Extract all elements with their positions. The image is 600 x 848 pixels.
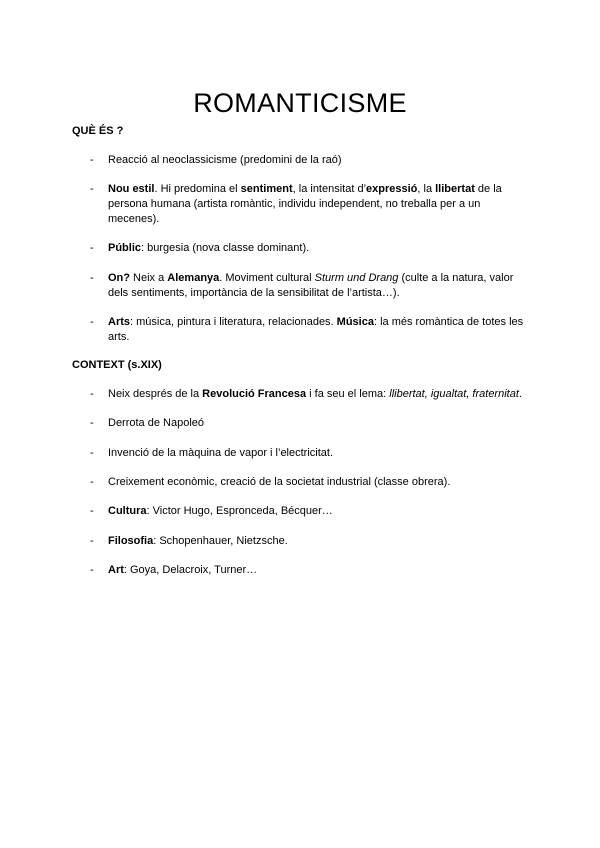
list-item-text bbox=[108, 446, 533, 461]
list-bullet: - bbox=[90, 447, 94, 459]
text-run: : burgesia (nova classe dominant). bbox=[141, 242, 310, 254]
list-item-text bbox=[108, 241, 533, 256]
text-run: . bbox=[518, 388, 522, 400]
bold-text: Arts bbox=[108, 316, 131, 328]
bold-text: Filosofia bbox=[108, 535, 154, 547]
text-run: de la persona humana (artista romàntic, individu independent, no treballa per a un mecenes). bbox=[108, 183, 502, 225]
text-run: Neix a bbox=[130, 272, 168, 284]
list-item-text bbox=[108, 534, 533, 549]
list-bullet: - bbox=[90, 316, 94, 328]
list-bullet: - bbox=[90, 535, 94, 547]
bold-text: Art bbox=[108, 564, 124, 576]
text-run: (culte a la natura, valor dels sentiments, importància de la sensibilitat de l’artista…). bbox=[108, 272, 514, 299]
list-item-text bbox=[108, 153, 533, 168]
list-item-text bbox=[108, 416, 533, 431]
text-run: i fa seu el lema: bbox=[306, 388, 390, 400]
bold-text: Cultura bbox=[108, 505, 147, 517]
bold-text: sentiment bbox=[240, 183, 293, 195]
italic-text: llibertat, igualtat, fraternitat bbox=[389, 388, 519, 400]
bold-text: Alemanya bbox=[167, 272, 220, 284]
italic-text: Sturm und Drang bbox=[314, 272, 399, 284]
bold-text: Públic bbox=[108, 242, 142, 254]
text-run: : música, pintura i literatura, relacionades. bbox=[130, 316, 337, 328]
text-run: : Goya, Delacroix, Turner… bbox=[123, 564, 258, 576]
list-item-text bbox=[108, 387, 533, 402]
bold-text: Nou estil bbox=[108, 183, 155, 195]
list-item-text bbox=[108, 182, 533, 227]
list-item-text bbox=[108, 563, 533, 578]
list-bullet: - bbox=[90, 242, 94, 254]
list-item-text bbox=[108, 475, 533, 490]
bold-text: Música bbox=[336, 316, 374, 328]
text-run: . Hi predomina el bbox=[154, 183, 241, 195]
list-bullet: - bbox=[90, 183, 94, 195]
text-run: : Schopenhauer, Nietzsche. bbox=[153, 535, 288, 547]
list-item-text bbox=[108, 271, 533, 301]
section-heading-context: CONTEXT (s.XIX) bbox=[72, 359, 162, 371]
list-item-text bbox=[108, 504, 533, 519]
list-bullet: - bbox=[90, 272, 94, 284]
bold-text: expressió bbox=[366, 183, 418, 195]
section-heading-que-es: QUÈ ÉS ? bbox=[72, 125, 124, 137]
list-bullet: - bbox=[90, 505, 94, 517]
list-item-text bbox=[108, 315, 533, 345]
list-bullet: - bbox=[90, 154, 94, 166]
text-run: Invenció de la màquina de vapor i l’electricitat. bbox=[108, 447, 334, 459]
text-run: , la bbox=[417, 183, 436, 195]
text-run: Derrota de Napoleó bbox=[108, 417, 205, 429]
list-bullet: - bbox=[90, 417, 94, 429]
text-run: Creixement econòmic, creació de la societat industrial (classe obrera). bbox=[108, 476, 451, 488]
text-run: Reacció al neoclassicisme (predomini de la raó) bbox=[108, 154, 342, 166]
bold-text: llibertat bbox=[435, 183, 475, 195]
list-bullet: - bbox=[90, 476, 94, 488]
bold-text: Revolució Francesa bbox=[202, 388, 307, 400]
bold-text: On? bbox=[108, 272, 130, 284]
list-bullet: - bbox=[90, 388, 94, 400]
text-run: , la intensitat d’ bbox=[292, 183, 367, 195]
text-run: : la més romàntica de totes les arts. bbox=[108, 316, 524, 343]
page-title: ROMANTICISME bbox=[193, 88, 407, 119]
list-bullet: - bbox=[90, 564, 94, 576]
text-run: : Victor Hugo, Espronceda, Bécquer… bbox=[146, 505, 333, 517]
text-run: . Moviment cultural bbox=[219, 272, 315, 284]
text-run: Neix després de la bbox=[108, 388, 203, 400]
